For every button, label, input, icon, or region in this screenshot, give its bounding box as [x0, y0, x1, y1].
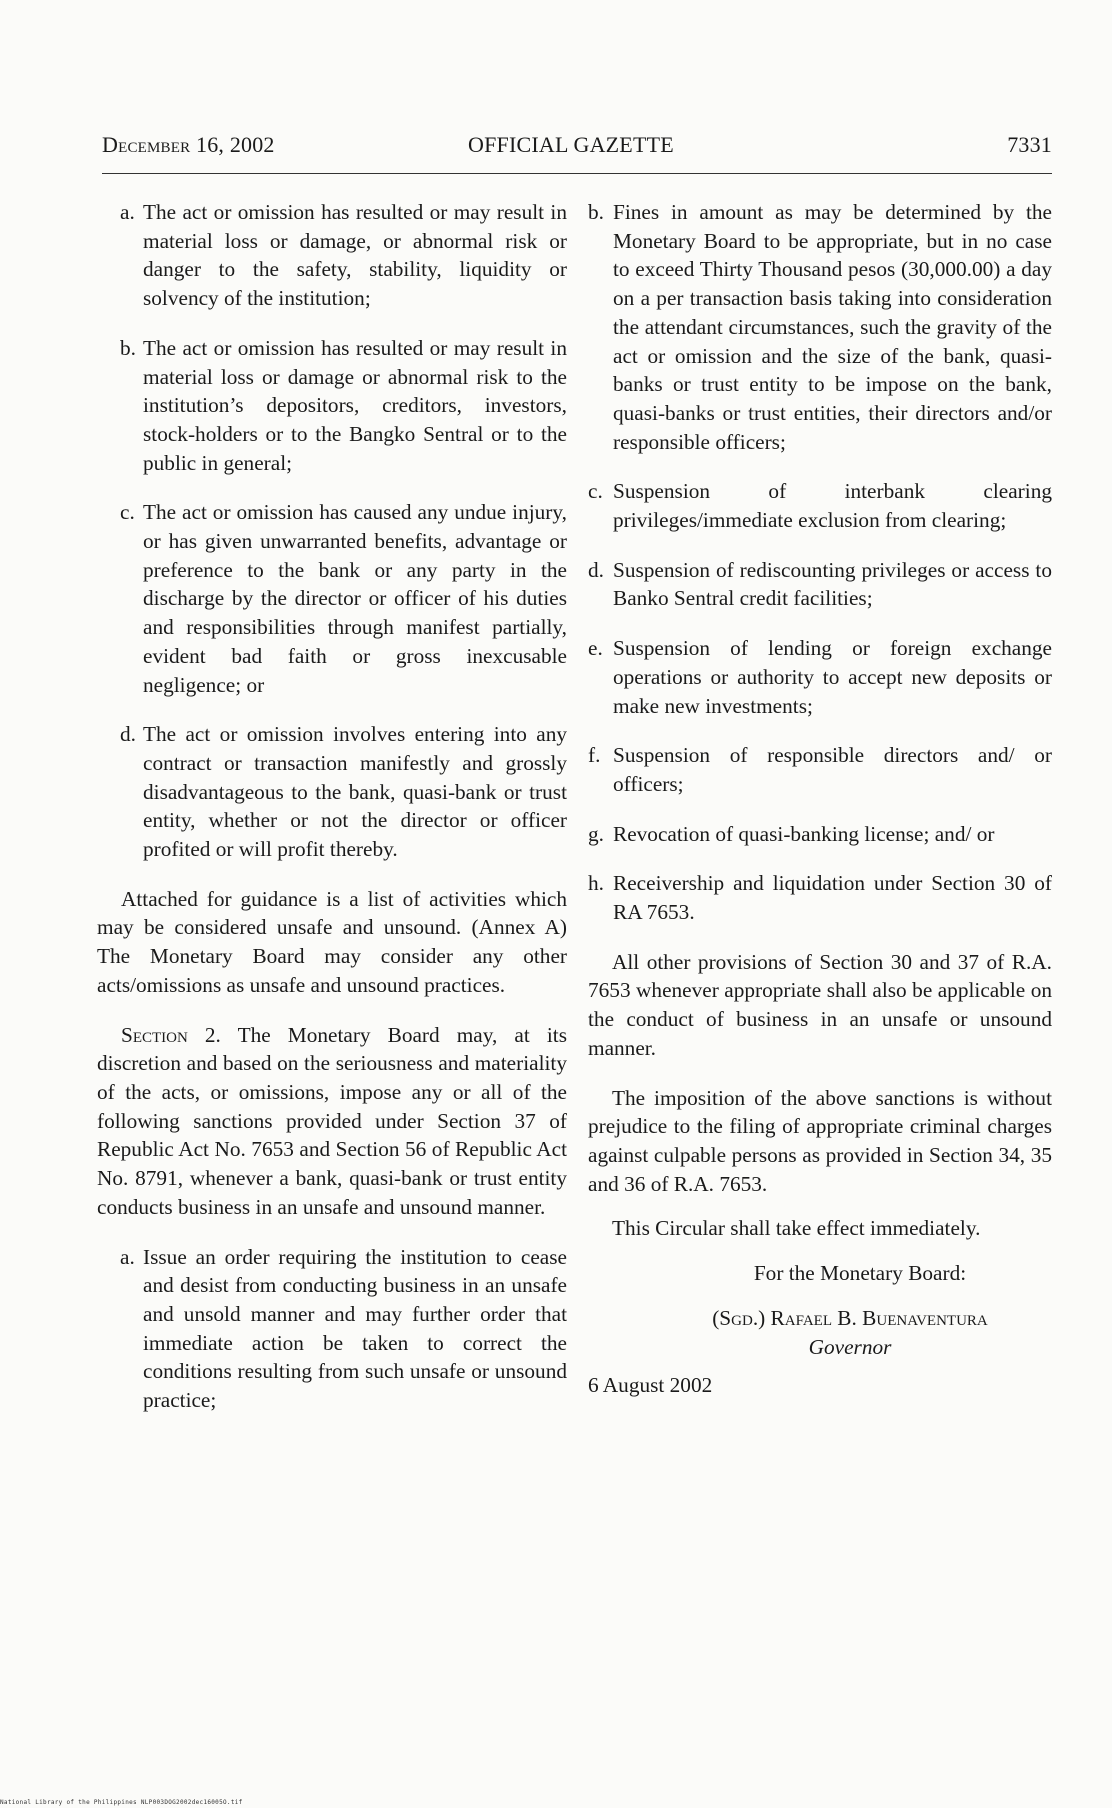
item-text: Issue an order requiring the institution to cease and desist from conducting business in an unsafe and unsold manner and may further order that immediate action be taken to correct the conditions resulting from such unsafe or unsound practice;	[143, 1244, 567, 1413]
item-label: b.	[588, 200, 604, 224]
circular-date: 6 August 2002	[588, 1373, 713, 1398]
header-page-number: 7331	[1007, 132, 1052, 157]
list-item	[588, 198, 1052, 456]
list-item	[588, 820, 1052, 849]
for-board-line: For the Monetary Board:	[753, 1261, 967, 1286]
list-item	[120, 198, 567, 313]
section-2-paragraph	[97, 1021, 567, 1222]
item-text: Suspension of responsible directors and/ or officers;	[613, 743, 1052, 796]
item-text: The act or omission has caused any undue injury, or has given unwarranted benefits, advantage or preference to the bank or any party in the discharge by the director or officer of his duties and responsibilities through manifest partially, evident bad faith or gross inexcusable negligence; or	[143, 500, 567, 697]
list-item	[588, 634, 1052, 720]
list-item	[588, 741, 1052, 798]
list-item	[588, 556, 1052, 613]
list-item	[588, 869, 1052, 926]
item-text: Revocation of quasi-banking license; and/ or	[613, 821, 995, 846]
header-date: December 16, 2002	[102, 132, 275, 157]
item-label: d.	[120, 722, 136, 747]
item-text: Suspension of rediscounting privileges or access to Banko Sentral credit facilities;	[613, 557, 1052, 611]
item-text: The act or omission has resulted or may result in material loss or damage or abnormal risk to the institution’s depositors, creditors, investors, stock-holders or to the Bangko Sentral or to the public in general;	[143, 335, 567, 475]
signatory-title: Governor	[808, 1334, 892, 1359]
item-label: g.	[588, 821, 604, 846]
effectivity-line: This Circular shall take effect immediately.	[612, 1216, 981, 1241]
item-label: a.	[120, 1244, 135, 1269]
signature-name: (Sgd.) Rafael B. Buenaventura	[712, 1305, 988, 1330]
item-label: c.	[588, 479, 603, 504]
item-text: Suspension of lending or foreign exchange operations or authority to accept new deposits or make new investments;	[613, 636, 1052, 718]
item-label: e.	[588, 636, 603, 661]
scan-footer: National Library of the Philippines NLP003DOG2002dec16005O.tif	[0, 1799, 243, 1806]
item-label: b.	[120, 335, 136, 360]
item-text: The act or omission involves entering into any contract or transaction manifestly and grossly disadvantageous to the bank, quasi-bank or trust entity, whether or not the director or officer profited or will profit thereby.	[143, 722, 567, 862]
list-item	[120, 720, 567, 864]
list-item	[588, 477, 1052, 534]
item-text: Suspension of interbank clearing privileges/immediate exclusion from clearing;	[613, 479, 1052, 533]
list-item	[120, 334, 567, 478]
item-label: a.	[120, 200, 135, 224]
item-text: Fines in amount as may be determined by the Monetary Board to be appropriate, but in no case to exceed Thirty Thousand pesos (30,000.00) a day on a per transaction basis taking into consideration the attendant circumstances, such the gravity of the act or omission and the size of the bank, quasi-banks or trust entity to be impose on the bank, quasi-banks or trust entities, their directors and/or responsible officers;	[613, 200, 1052, 454]
header-publication: OFFICIAL GAZETTE	[468, 132, 674, 157]
signature-line	[588, 1304, 1052, 1333]
list-item	[120, 1243, 567, 1415]
imposition-paragraph: The imposition of the above sanctions is without prejudice to the filing of appropriate criminal charges against culpable persons as provided in Section 34, 35 and 36 of R.A. 7653.	[588, 1085, 1052, 1196]
provisions-paragraph: All other provisions of Section 30 and 37 of R.A. 7653 whenever appropriate shall also be applicable on the conduct of business in an unsafe or unsound manner.	[588, 949, 1052, 1060]
item-text: Receivership and liquidation under Section 30 of RA 7653.	[613, 871, 1052, 925]
item-label: h.	[588, 871, 604, 896]
item-label: c.	[120, 500, 135, 525]
list-item	[120, 498, 567, 699]
attached-paragraph: Attached for guidance is a list of activities which may be considered unsafe and unsound. (Annex A) The Monetary Board may consider any other acts/omissions as unsafe and unsound practices.	[97, 886, 567, 997]
item-label: d.	[588, 557, 604, 582]
right-column	[588, 198, 1052, 1400]
section-text: The Monetary Board may, at its discretion and based on the seriousness and materiality of the acts, or omissions, impose any or all of the following sanctions provided under Section 37 of Republic Act No. 7653 and Section 56 of Republic Act No. 8791, whenever a bank, quasi-bank or trust entity conducts business in an unsafe and unsound manner.	[97, 1022, 567, 1219]
header-divider	[102, 173, 1052, 174]
left-column	[97, 198, 567, 1415]
section-label: Section 2.	[121, 1022, 221, 1047]
item-text: The act or omission has resulted or may result in material loss or damage, or abnormal risk or danger to the safety, stability, liquidity or solvency of the institution;	[143, 200, 567, 311]
item-label: f.	[588, 743, 601, 768]
